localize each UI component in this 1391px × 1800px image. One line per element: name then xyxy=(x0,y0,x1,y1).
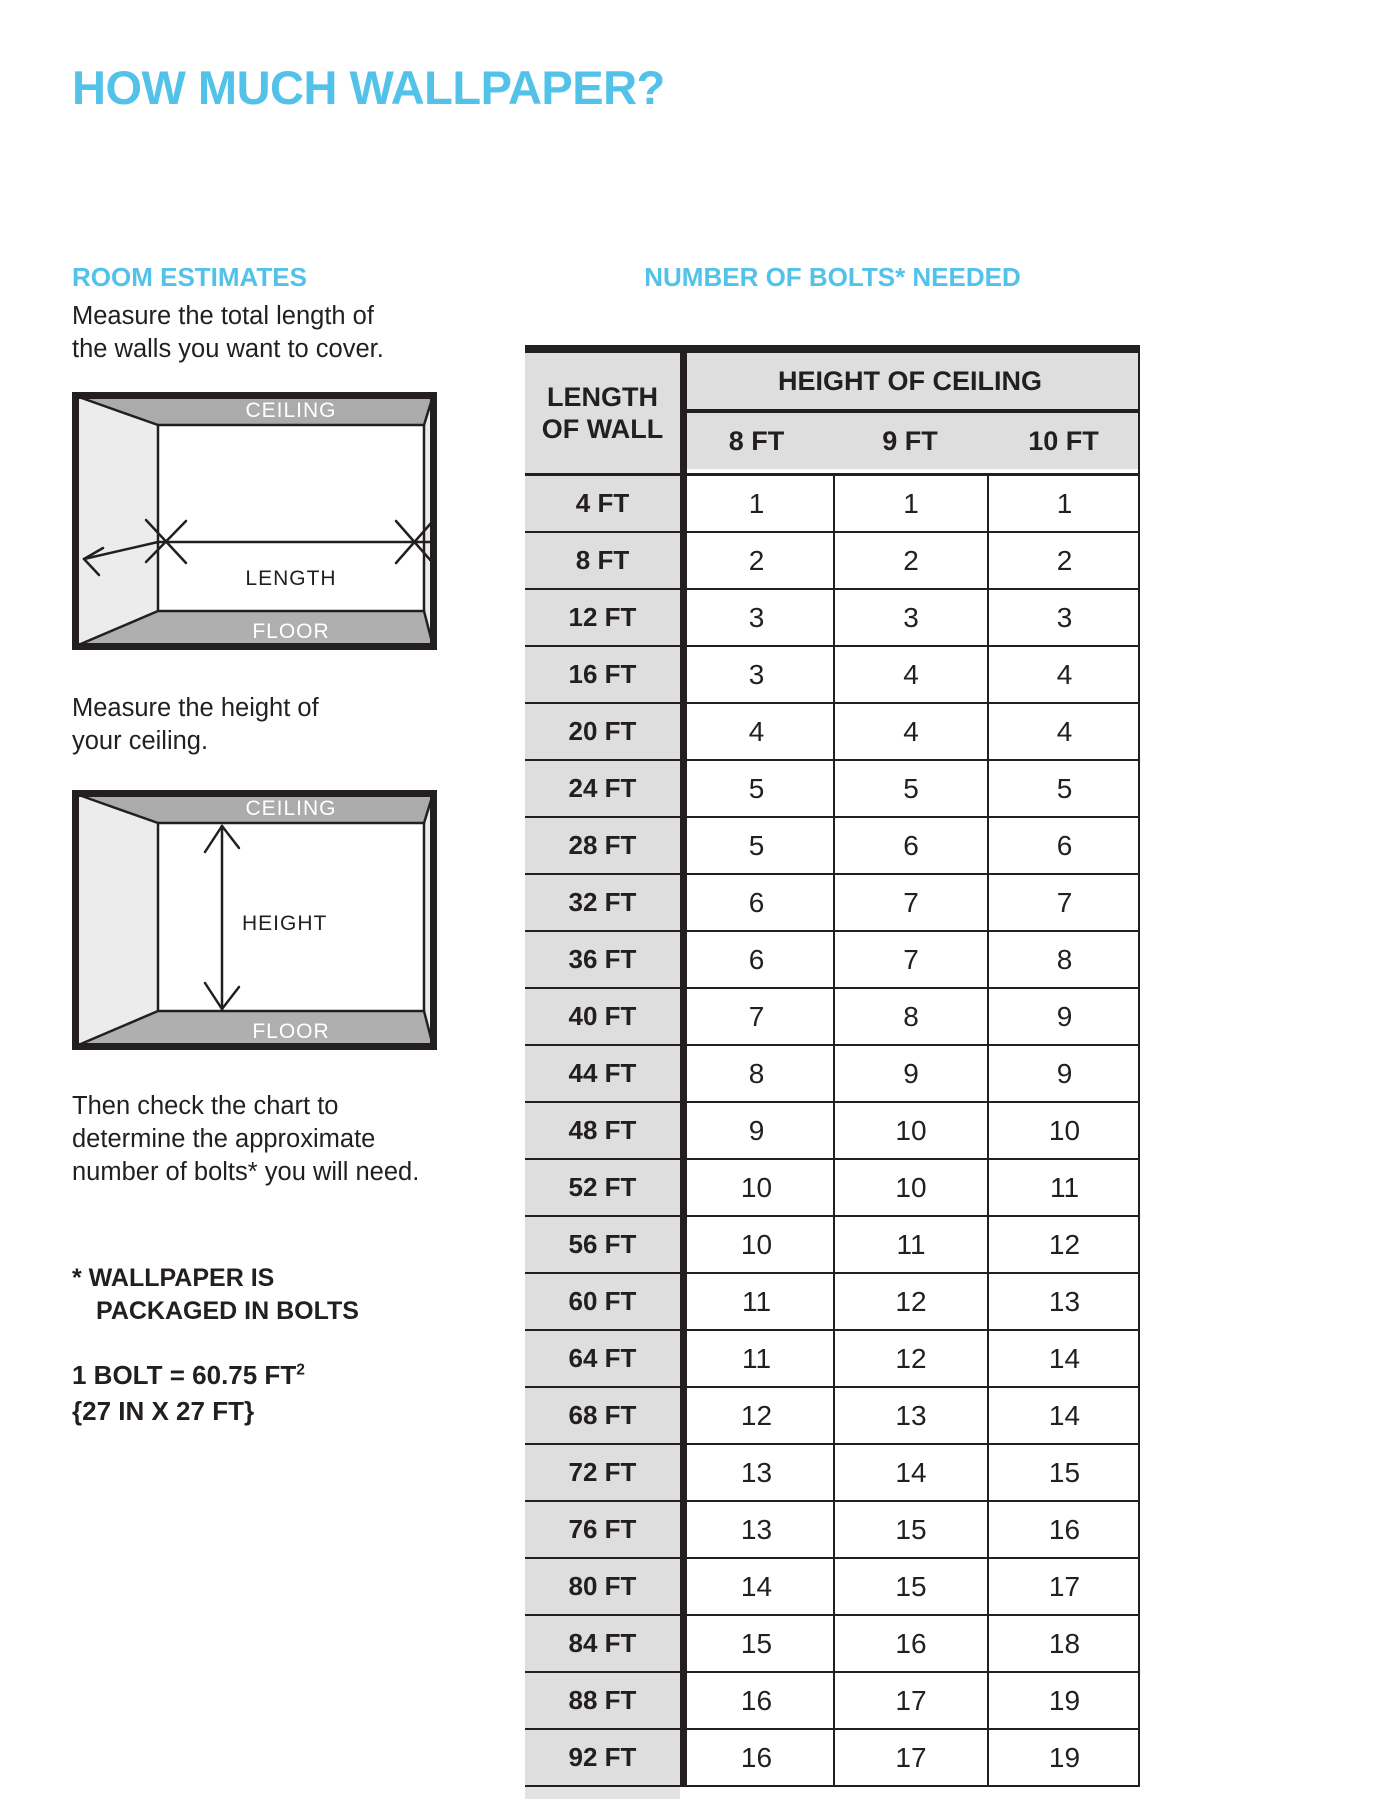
bolt-size-info xyxy=(72,1352,305,1429)
table-top-border xyxy=(525,345,1140,353)
bolt-count-cell: 6 xyxy=(987,818,1140,873)
ceiling-label: CEILING xyxy=(245,399,337,422)
bolt-count-cell: 14 xyxy=(987,1388,1140,1443)
bolt-count-cell: 2 xyxy=(987,533,1140,588)
paragraph-line: Measure the height of xyxy=(72,694,319,722)
wall-length-cell: 4 FT xyxy=(525,476,680,531)
table-row xyxy=(525,761,1140,818)
room-length-diagram xyxy=(72,392,437,650)
bolt-count-cell: 3 xyxy=(833,590,987,645)
wall-length-cell: 68 FT xyxy=(525,1388,680,1443)
table-row xyxy=(525,1445,1140,1502)
bolt-count-cell: 19 xyxy=(987,1673,1140,1728)
paragraph-line: determine the approximate xyxy=(72,1125,376,1153)
room-estimates-heading: ROOM ESTIMATES xyxy=(72,262,307,292)
bolt-count-cell: 13 xyxy=(833,1388,987,1443)
bolt-count-cell: 11 xyxy=(680,1331,833,1386)
bolt-count-cell: 17 xyxy=(987,1559,1140,1614)
table-vertical-divider xyxy=(680,345,687,1787)
wall-length-cell: 12 FT xyxy=(525,590,680,645)
wall-length-cell: 36 FT xyxy=(525,932,680,987)
floor-label: FLOOR xyxy=(252,620,330,643)
bolt-count-cell: 13 xyxy=(987,1274,1140,1329)
bolt-count-cell: 10 xyxy=(987,1103,1140,1158)
table-row xyxy=(525,1103,1140,1160)
bolt-count-cell: 4 xyxy=(833,704,987,759)
wall-length-cell: 64 FT xyxy=(525,1331,680,1386)
bolt-count-cell: 6 xyxy=(680,932,833,987)
bolts-needed-heading: NUMBER OF BOLTS* NEEDED xyxy=(644,262,1021,292)
table-row xyxy=(525,818,1140,875)
bolt-count-cell: 10 xyxy=(833,1160,987,1215)
bolt-count-cell: 3 xyxy=(987,590,1140,645)
bolt-count-cell: 16 xyxy=(680,1673,833,1728)
bolt-count-cell: 9 xyxy=(987,1046,1140,1101)
table-row xyxy=(525,1217,1140,1274)
ceiling-height-column-header: 8 FT xyxy=(728,425,785,456)
bolt-dimensions: {27 IN X 27 FT} xyxy=(72,1395,255,1426)
wall-length-cell: 8 FT xyxy=(525,533,680,588)
table-row xyxy=(525,1559,1140,1616)
wall-length-cell: 28 FT xyxy=(525,818,680,873)
wall-length-cell: 88 FT xyxy=(525,1673,680,1728)
bolt-count-cell: 12 xyxy=(833,1274,987,1329)
table-row xyxy=(525,989,1140,1046)
table-row xyxy=(525,1730,1140,1787)
bolt-count-cell: 9 xyxy=(833,1046,987,1101)
bolt-count-cell: 16 xyxy=(833,1616,987,1671)
height-of-ceiling-header: HEIGHT OF CEILING xyxy=(680,353,1140,413)
table-header xyxy=(525,353,1140,476)
wall-length-cell: 20 FT xyxy=(525,704,680,759)
paragraph-line: your ceiling. xyxy=(72,727,209,755)
table-row xyxy=(525,533,1140,590)
paragraph-line: Measure the total length of xyxy=(72,302,374,330)
bolt-count-cell: 4 xyxy=(833,647,987,702)
bolt-count-cell: 7 xyxy=(833,875,987,930)
bolt-count-cell: 5 xyxy=(987,761,1140,816)
bolt-count-cell: 8 xyxy=(680,1046,833,1101)
length-of-wall-header xyxy=(525,353,680,473)
table-row xyxy=(525,647,1140,704)
bolt-count-cell: 3 xyxy=(680,647,833,702)
bolt-count-cell: 16 xyxy=(680,1730,833,1785)
table-row xyxy=(525,1046,1140,1103)
table-row xyxy=(525,1673,1140,1730)
bolt-count-cell: 12 xyxy=(833,1331,987,1386)
height-label: HEIGHT xyxy=(242,912,328,935)
room-length-illustration xyxy=(72,392,437,650)
wall-length-cell: 52 FT xyxy=(525,1160,680,1215)
paragraph-line: number of bolts* you will need. xyxy=(72,1158,420,1186)
bolt-count-cell: 10 xyxy=(680,1217,833,1272)
table-right-border xyxy=(1138,353,1141,1787)
table-row xyxy=(525,1388,1140,1445)
measure-length-paragraph xyxy=(72,300,384,366)
wall-length-cell: 80 FT xyxy=(525,1559,680,1614)
bolt-count-cell: 3 xyxy=(680,590,833,645)
table-row xyxy=(525,875,1140,932)
bolt-count-cell: 14 xyxy=(987,1331,1140,1386)
left-wall-surface xyxy=(76,794,158,1046)
bolt-count-cell: 14 xyxy=(680,1559,833,1614)
bolt-count-cell: 12 xyxy=(680,1388,833,1443)
paragraph-line: the walls you want to cover. xyxy=(72,335,384,363)
bolt-count-cell: 17 xyxy=(833,1673,987,1728)
wall-length-cell: 44 FT xyxy=(525,1046,680,1101)
bolt-count-cell: 11 xyxy=(987,1160,1140,1215)
length-label: LENGTH xyxy=(245,567,337,590)
bolt-count-cell: 9 xyxy=(987,989,1140,1044)
bolt-count-cell: 4 xyxy=(987,647,1140,702)
table-row xyxy=(525,932,1140,989)
measure-height-paragraph xyxy=(72,692,319,758)
room-height-diagram xyxy=(72,790,437,1050)
bolt-count-cell: 10 xyxy=(680,1160,833,1215)
bolt-count-cell: 6 xyxy=(833,818,987,873)
wall-length-cell: 56 FT xyxy=(525,1217,680,1272)
footnote-line: PACKAGED IN BOLTS xyxy=(96,1297,359,1325)
bolt-count-cell: 8 xyxy=(833,989,987,1044)
wall-length-cell: 76 FT xyxy=(525,1502,680,1557)
bolt-count-cell: 13 xyxy=(680,1502,833,1557)
table-row xyxy=(525,590,1140,647)
bolt-count-cell: 7 xyxy=(833,932,987,987)
paragraph-line: Then check the chart to xyxy=(72,1092,339,1120)
bolt-count-cell: 18 xyxy=(987,1616,1140,1671)
table-bottom-tab xyxy=(525,1787,680,1799)
table-body xyxy=(525,476,1140,1787)
table-row xyxy=(525,1502,1140,1559)
bolt-count-cell: 5 xyxy=(680,818,833,873)
ceiling-height-columns xyxy=(680,413,1140,469)
bolt-count-cell: 15 xyxy=(833,1559,987,1614)
header-line: LENGTH xyxy=(547,382,658,412)
bolt-count-cell: 8 xyxy=(987,932,1140,987)
bolt-equation: 1 BOLT = 60.75 $FT^2$ xyxy=(72,1359,305,1390)
bolt-count-cell: 17 xyxy=(833,1730,987,1785)
wall-length-cell: 92 FT xyxy=(525,1730,680,1785)
wall-length-cell: 48 FT xyxy=(525,1103,680,1158)
bolt-count-cell: 6 xyxy=(680,875,833,930)
bolts-table xyxy=(525,345,1140,1787)
bolt-count-cell: 16 xyxy=(987,1502,1140,1557)
bolt-count-cell: 19 xyxy=(987,1730,1140,1785)
bolt-count-cell: 10 xyxy=(833,1103,987,1158)
bolts-footnote xyxy=(72,1262,359,1328)
header-line: OF WALL xyxy=(541,414,664,444)
bolt-count-cell: 4 xyxy=(680,704,833,759)
ceiling-label: CEILING xyxy=(245,797,337,820)
wall-length-cell: 84 FT xyxy=(525,1616,680,1671)
squared-superscript: 2 xyxy=(296,1361,305,1378)
bolt-count-cell: 2 xyxy=(833,533,987,588)
bolt-count-cell: 1 xyxy=(833,476,987,531)
page-title: HOW MUCH WALLPAPER? xyxy=(72,61,665,114)
wall-length-cell: 40 FT xyxy=(525,989,680,1044)
bolt-count-cell: 1 xyxy=(987,476,1140,531)
bolt-count-cell: 15 xyxy=(680,1616,833,1671)
wall-length-cell: 24 FT xyxy=(525,761,680,816)
ceiling-height-column-header: 9 FT xyxy=(882,425,938,456)
table-row xyxy=(525,1331,1140,1388)
room-height-illustration xyxy=(72,790,437,1050)
bolt-count-cell: 11 xyxy=(680,1274,833,1329)
bolt-count-cell: 7 xyxy=(680,989,833,1044)
table-row xyxy=(525,1160,1140,1217)
bolt-count-cell: 12 xyxy=(987,1217,1140,1272)
ceiling-height-column-header: 10 FT xyxy=(1028,425,1099,456)
wall-length-cell: 16 FT xyxy=(525,647,680,702)
bolt-count-cell: 4 xyxy=(987,704,1140,759)
bolt-count-cell: 5 xyxy=(680,761,833,816)
bolt-count-cell: 14 xyxy=(833,1445,987,1500)
footnote-line: * WALLPAPER IS xyxy=(72,1264,275,1292)
check-chart-paragraph xyxy=(72,1090,419,1189)
bolt-count-cell: 2 xyxy=(680,533,833,588)
wall-length-cell: 60 FT xyxy=(525,1274,680,1329)
bolt-count-cell: 15 xyxy=(987,1445,1140,1500)
table-row xyxy=(525,1616,1140,1673)
table-row xyxy=(525,476,1140,533)
bolt-count-cell: 9 xyxy=(680,1103,833,1158)
table-row xyxy=(525,704,1140,761)
wall-length-cell: 72 FT xyxy=(525,1445,680,1500)
bolt-count-cell: 11 xyxy=(833,1217,987,1272)
bolt-count-cell: 7 xyxy=(987,875,1140,930)
bolt-count-cell: 1 xyxy=(680,476,833,531)
table-row xyxy=(525,1274,1140,1331)
wall-length-cell: 32 FT xyxy=(525,875,680,930)
floor-label: FLOOR xyxy=(252,1020,330,1043)
bolt-count-cell: 13 xyxy=(680,1445,833,1500)
bolt-count-cell: 5 xyxy=(833,761,987,816)
bolt-count-cell: 15 xyxy=(833,1502,987,1557)
